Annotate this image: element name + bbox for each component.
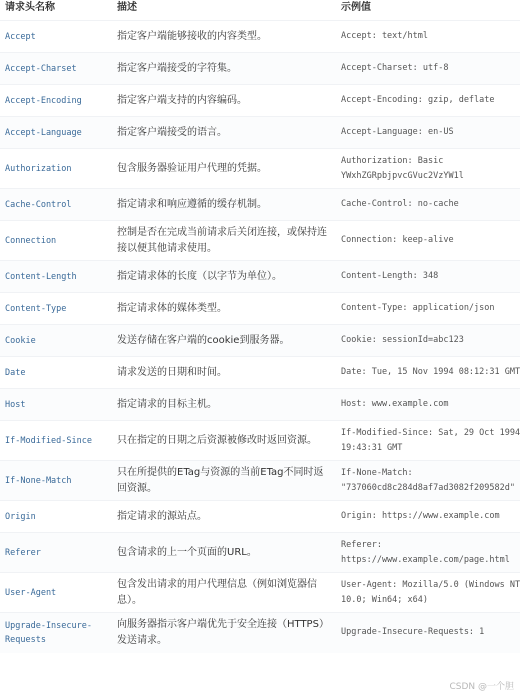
- example-line: Accept-Encoding: gzip, deflate: [341, 95, 495, 105]
- example-line-2: 10.0; Win64; x64): [341, 594, 428, 605]
- description-cell: 指定请求体的媒体类型。: [112, 293, 336, 325]
- table-row: [0, 389, 520, 421]
- table-row: [0, 325, 520, 357]
- header-name-cell: Accept-Language: [0, 117, 112, 149]
- header-name-cell: Accept-Encoding: [0, 85, 112, 117]
- example-line: Cache-Control: no-cache: [341, 199, 459, 209]
- header-name-cell: Cache-Control: [0, 189, 112, 221]
- description-cell: 包含服务器验证用户代理的凭据。: [112, 149, 336, 189]
- header-name-cell: Date: [0, 357, 112, 389]
- description-cell: 指定客户端能够接收的内容类型。: [112, 21, 336, 53]
- description-cell: 指定请求和响应遵循的缓存机制。: [112, 189, 336, 221]
- description-cell: 控制是否在完成当前请求后关闭连接，或保持连接以便其他请求使用。: [112, 221, 336, 261]
- description-cell: 指定客户端支持的内容编码。: [112, 85, 336, 117]
- table-row: [0, 149, 520, 189]
- header-description: 描述: [117, 2, 137, 13]
- table-row: [0, 21, 520, 53]
- example-line: Origin: https://www.example.com: [341, 511, 500, 521]
- example-cell: [336, 389, 520, 421]
- table-row: [0, 117, 520, 149]
- description-cell: 指定客户端接受的字符集。: [112, 53, 336, 85]
- example-cell: [336, 21, 520, 53]
- example-line: If-None-Match:: [341, 467, 413, 478]
- example-line: Upgrade-Insecure-Requests: 1: [341, 627, 485, 638]
- example-line: Accept-Language: en-US: [341, 127, 454, 137]
- header-name-cell: Content-Length: [0, 261, 112, 293]
- header-name-cell: Referer: [0, 533, 112, 573]
- example-line-2: "737060cd8c284d8af7ad3082f209582d": [341, 482, 515, 493]
- example-cell: [336, 533, 520, 573]
- example-cell: [336, 85, 520, 117]
- table-row: [0, 501, 520, 533]
- header-name-cell: Host: [0, 389, 112, 421]
- header-name: 请求头名称: [5, 2, 55, 13]
- example-line: Date: Tue, 15 Nov 1994 08:12:31 GMT: [341, 367, 520, 377]
- table-row: [0, 533, 520, 573]
- header-example: 示例值: [341, 2, 371, 13]
- example-cell: [336, 189, 520, 221]
- example-line-2: https://www.example.com/page.html: [341, 554, 510, 565]
- table-row: [0, 293, 520, 325]
- description-cell: 只在指定的日期之后资源被修改时返回资源。: [112, 421, 336, 461]
- example-cell: [336, 221, 520, 261]
- example-line: Content-Length: 348: [341, 271, 439, 281]
- example-cell: [336, 573, 520, 613]
- example-line-2: 19:43:31 GMT: [341, 442, 403, 453]
- example-line: Accept: text/html: [341, 31, 428, 41]
- table-row: [0, 53, 520, 85]
- table-row: [0, 85, 520, 117]
- example-line: If-Modified-Since: Sat, 29 Oct 1994: [341, 427, 520, 438]
- table-row: [0, 613, 520, 653]
- table-row: [0, 221, 520, 261]
- example-line: Referer:: [341, 539, 382, 550]
- header-row: [0, 0, 520, 21]
- example-cell: [336, 501, 520, 533]
- description-cell: 指定请求体的长度（以字节为单位）。: [112, 261, 336, 293]
- example-line: Content-Type: application/json: [341, 303, 495, 313]
- description-cell: 请求发送的日期和时间。: [112, 357, 336, 389]
- description-cell: 指定请求的目标主机。: [112, 389, 336, 421]
- header-name-cell: If-Modified-Since: [0, 421, 112, 461]
- header-name-cell: Origin: [0, 501, 112, 533]
- description-cell: 向服务器指示客户端优先于安全连接（HTTPS）发送请求。: [112, 613, 336, 653]
- table-row: [0, 461, 520, 501]
- example-line: Connection: keep-alive: [341, 235, 454, 245]
- table-row: [0, 357, 520, 389]
- example-line: Host: www.example.com: [341, 399, 449, 409]
- example-cell: [336, 261, 520, 293]
- header-name-cell: Accept-Charset: [0, 53, 112, 85]
- example-cell: [336, 461, 520, 501]
- example-line-2: YWxhZGRpbjpvcGVuc2VzYW1l: [341, 170, 464, 181]
- description-cell: 只在所提供的ETag与资源的当前ETag不同时返回资源。: [112, 461, 336, 501]
- example-line: Authorization: Basic: [341, 155, 444, 166]
- description-cell: 包含发出请求的用户代理信息（例如浏览器信息）。: [112, 573, 336, 613]
- example-line: User-Agent: Mozilla/5.0 (Windows NT: [341, 579, 520, 590]
- description-cell: 包含请求的上一个页面的URL。: [112, 533, 336, 573]
- header-name-cell: Cookie: [0, 325, 112, 357]
- description-cell: 指定请求的源站点。: [112, 501, 336, 533]
- table-row: [0, 573, 520, 613]
- example-cell: [336, 53, 520, 85]
- example-line: Accept-Charset: utf-8: [341, 63, 449, 73]
- example-cell: [336, 357, 520, 389]
- table-row: [0, 189, 520, 221]
- description-cell: 发送存储在客户端的cookie到服务器。: [112, 325, 336, 357]
- header-name-cell: Content-Type: [0, 293, 112, 325]
- header-name-cell: Authorization: [0, 149, 112, 189]
- example-cell: [336, 117, 520, 149]
- header-name-cell: If-None-Match: [0, 461, 112, 501]
- example-line: Cookie: sessionId=abc123: [341, 335, 464, 345]
- example-cell: [336, 325, 520, 357]
- header-name-cell: Accept: [0, 21, 112, 53]
- table-row: [0, 261, 520, 293]
- table-row: [0, 421, 520, 461]
- description-cell: 指定客户端接受的语言。: [112, 117, 336, 149]
- header-name-cell: Connection: [0, 221, 112, 261]
- header-name-cell: Upgrade-Insecure-Requests: [0, 613, 112, 653]
- example-cell: [336, 149, 520, 189]
- watermark: CSDN @一个胆: [449, 682, 514, 692]
- header-name-cell: User-Agent: [0, 573, 112, 613]
- example-cell: [336, 421, 520, 461]
- example-cell: [336, 293, 520, 325]
- example-cell: [336, 613, 520, 653]
